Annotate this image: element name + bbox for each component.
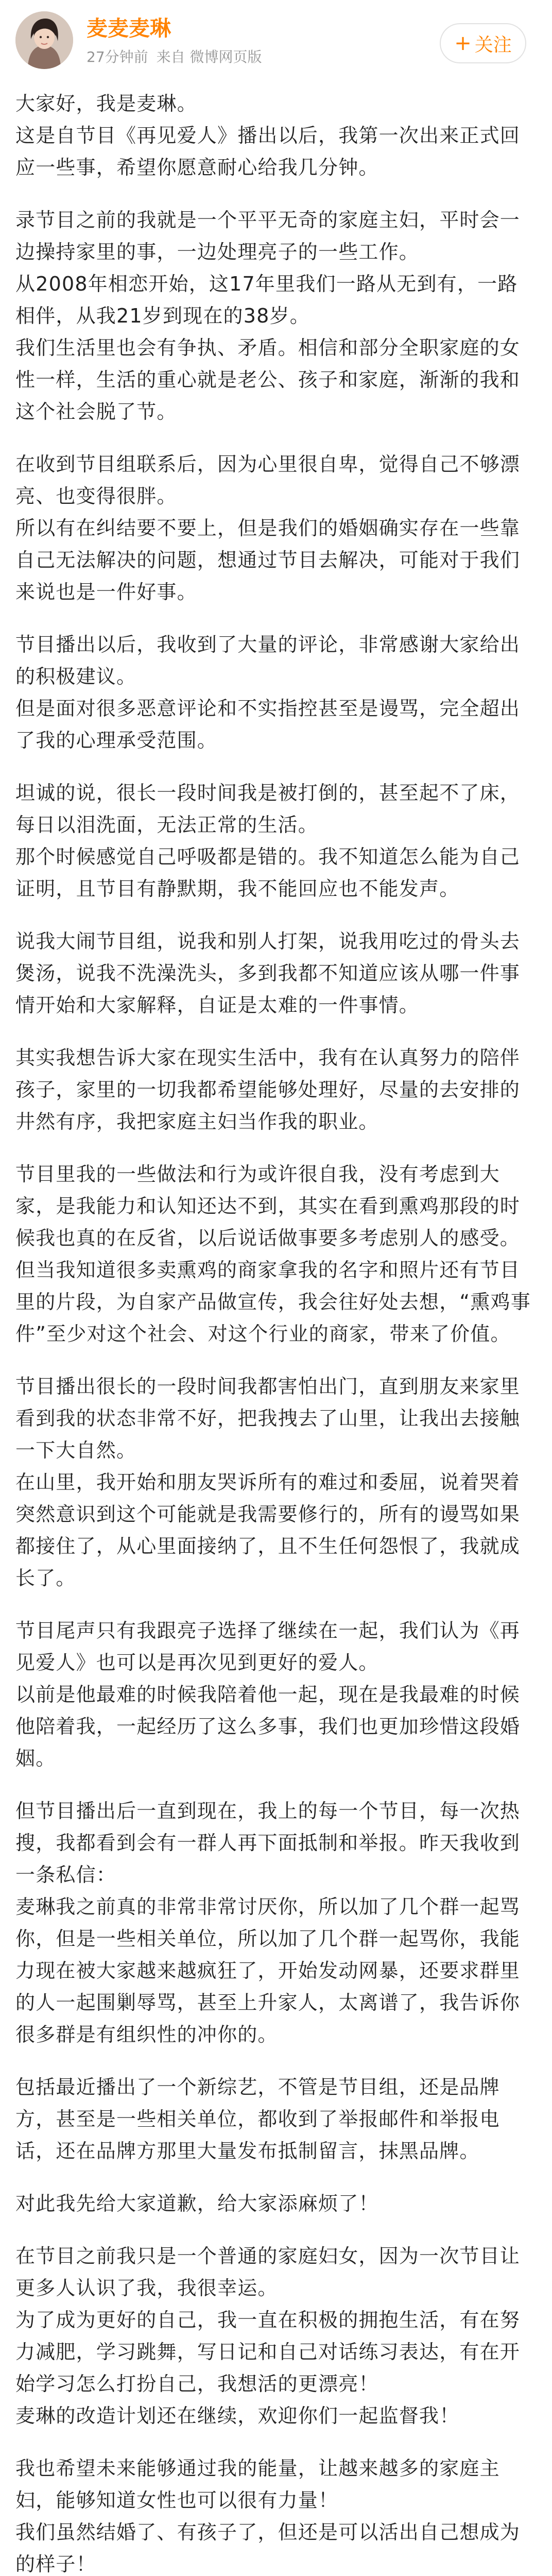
paragraph-line: 录节目之前的我就是一个平平无奇的家庭主妇，平时会一边操持家里的事，一边处理亮子的一些工作。 bbox=[15, 209, 521, 263]
post-content bbox=[15, 88, 537, 2576]
paragraph-line: 坦诚的说，很长一段时间我是被打倒的，甚至起不了床，每日以泪洗面，无法正常的生活。 bbox=[15, 782, 521, 836]
paragraph-line: 那个时候感觉自己呼吸都是错的。我不知道怎么能为自己证明，且节目有静默期，我不能回应也不能发声。 bbox=[15, 845, 521, 900]
post-meta bbox=[87, 47, 262, 67]
follow-button[interactable] bbox=[440, 23, 526, 63]
post-header bbox=[0, 0, 552, 88]
paragraph-line: 节目播出很长的一段时间我都害怕出门，直到朋友来家里看到我的状态非常不好，把我拽去了山里，让我出去接触一下大自然。 bbox=[15, 1375, 521, 1462]
paragraph bbox=[15, 2452, 537, 2576]
paragraph bbox=[15, 2240, 537, 2432]
paragraph bbox=[15, 204, 537, 428]
paragraph-line: 麦琳的改造计划还在继续，欢迎你们一起监督我！ bbox=[15, 2404, 460, 2427]
paragraph-line: 在节目之前我只是一个普通的家庭妇女，因为一次节目让更多人认识了我，我很幸运。 bbox=[15, 2245, 521, 2299]
paragraph-line: 其实我想告诉大家在现实生活中，我有在认真努力的陪伴孩子，家里的一切我都希望能够处理好，尽量的去安排的井然有序，我把家庭主妇当作我的职业。 bbox=[15, 1046, 521, 1133]
user-name[interactable]: 麦麦麦琳 bbox=[87, 16, 171, 41]
paragraph-line: 节目里我的一些做法和行为或许很自我，没有考虑到大家，是我能力和认知还达不到，其实在看到熏鸡那段的时候我也真的在反省，以后说话做事要多考虑别人的感受。 bbox=[15, 1163, 521, 1249]
paragraph bbox=[15, 1370, 537, 1594]
paragraph-line: 对此我先给大家道歉，给大家添麻烦了！ bbox=[15, 2192, 379, 2215]
paragraph-line: 大家好，我是麦琳。 bbox=[15, 92, 197, 115]
paragraph bbox=[15, 2188, 537, 2219]
paragraph bbox=[15, 1042, 537, 1138]
avatar[interactable] bbox=[15, 11, 73, 69]
paragraph-line: 以前是他最难的时候我陪着他一起，现在是我最难的时候他陪着我，一起经历了这么多事，我们也更加珍惜这段婚姻。 bbox=[15, 1683, 521, 1770]
paragraph-line: 在山里，我开始和朋友哭诉所有的难过和委屈，说着哭着突然意识到这个可能就是我需要修行的，所有的谩骂如果都接住了，从心里面接纳了，且不生任何怨恨了，我就成长了。 bbox=[15, 1471, 521, 1589]
paragraph-line: 从2008年相恋开始，这17年里我们一路从无到有，一路相伴，从我21岁到现在的38岁。 bbox=[15, 273, 518, 327]
post-time: 27分钟前 bbox=[87, 48, 148, 65]
paragraph-line: 我也希望未来能够通过我的能量，让越来越多的家庭主妇，能够知道女性也可以很有力量！ bbox=[15, 2457, 500, 2512]
paragraph-line: 但节目播出后一直到现在，我上的每一个节目，每一次热搜，我都看到会有一群人再下面抵制和举报。昨天我收到一条私信： bbox=[15, 1800, 521, 1886]
paragraph-line: 这是自节目《再见爱人》播出以后，我第一次出来正式回应一些事，希望你愿意耐心给我几分钟。 bbox=[15, 124, 521, 179]
paragraph bbox=[15, 925, 537, 1021]
avatar-portrait-icon bbox=[15, 11, 73, 69]
paragraph bbox=[15, 448, 537, 608]
paragraph-line: 为了成为更好的自己，我一直在积极的拥抱生活，有在努力减肥，学习跳舞，写日记和自己对话练习表达，有在开始学习怎么打扮自己，我想活的更漂亮！ bbox=[15, 2309, 521, 2395]
paragraph-line: 节目尾声只有我跟亮子选择了继续在一起，我们认为《再见爱人》也可以是再次见到更好的爱人。 bbox=[15, 1619, 521, 1674]
paragraph bbox=[15, 1158, 537, 1350]
paragraph-line: 在收到节目组联系后，因为心里很自卑，觉得自己不够漂亮、也变得很胖。 bbox=[15, 453, 521, 507]
plus-icon: + bbox=[454, 31, 472, 55]
paragraph-line: 包括最近播出了一个新综艺，不管是节目组，还是品牌方，甚至是一些相关单位，都收到了举报邮件和举报电话，还在品牌方那里大量发布抵制留言，抹黑品牌。 bbox=[15, 2076, 500, 2162]
post-source: 来自 微博网页版 bbox=[156, 48, 262, 65]
paragraph-line: 麦琳我之前真的非常非常讨厌你，所以加了几个群一起骂你，但是一些相关单位，所以加了几个群一起骂你，我能力现在被大家越来越疯狂了，开始发动网暴，还要求群里的人一起围剿辱骂，甚至上升家人，太离谱了，我告诉你很多群是有组织性的冲你的。 bbox=[15, 1895, 521, 2046]
follow-button-label: 关注 bbox=[474, 34, 512, 56]
paragraph-line: 我们生活里也会有争执、矛盾。相信和部分全职家庭的女性一样，生活的重心就是老公、孩子和家庭，渐渐的我和这个社会脱了节。 bbox=[15, 336, 521, 423]
paragraph-line: 节目播出以后，我收到了大量的评论，非常感谢大家给出的积极建议。 bbox=[15, 633, 521, 688]
paragraph bbox=[15, 2071, 537, 2167]
paragraph bbox=[15, 88, 537, 183]
paragraph-line: 所以有在纠结要不要上，但是我们的婚姻确实存在一些靠自己无法解决的问题，想通过节目去解决，可能对于我们来说也是一件好事。 bbox=[15, 517, 521, 603]
paragraph-line: 说我大闹节目组，说我和别人打架，说我用吃过的骨头去煲汤，说我不洗澡洗头，多到我都不知道应该从哪一件事情开始和大家解释，自证是太难的一件事情。 bbox=[15, 930, 521, 1016]
paragraph bbox=[15, 629, 537, 756]
paragraph-line: 但是面对很多恶意评论和不实指控甚至是谩骂，完全超出了我的心理承受范围。 bbox=[15, 697, 521, 752]
paragraph-line: 我们虽然结婚了、有孩子了，但还是可以活出自己想成为的样子！ bbox=[15, 2521, 521, 2575]
paragraph-line: 但当我知道很多卖熏鸡的商家拿我的名字和照片还有节目里的片段，为自家产品做宣传，我会往好处去想，“熏鸡事件”至少对这个社会、对这个行业的商家，带来了价值。 bbox=[15, 1259, 531, 1345]
paragraph bbox=[15, 777, 537, 905]
paragraph bbox=[15, 1615, 537, 1774]
paragraph bbox=[15, 1795, 537, 2050]
